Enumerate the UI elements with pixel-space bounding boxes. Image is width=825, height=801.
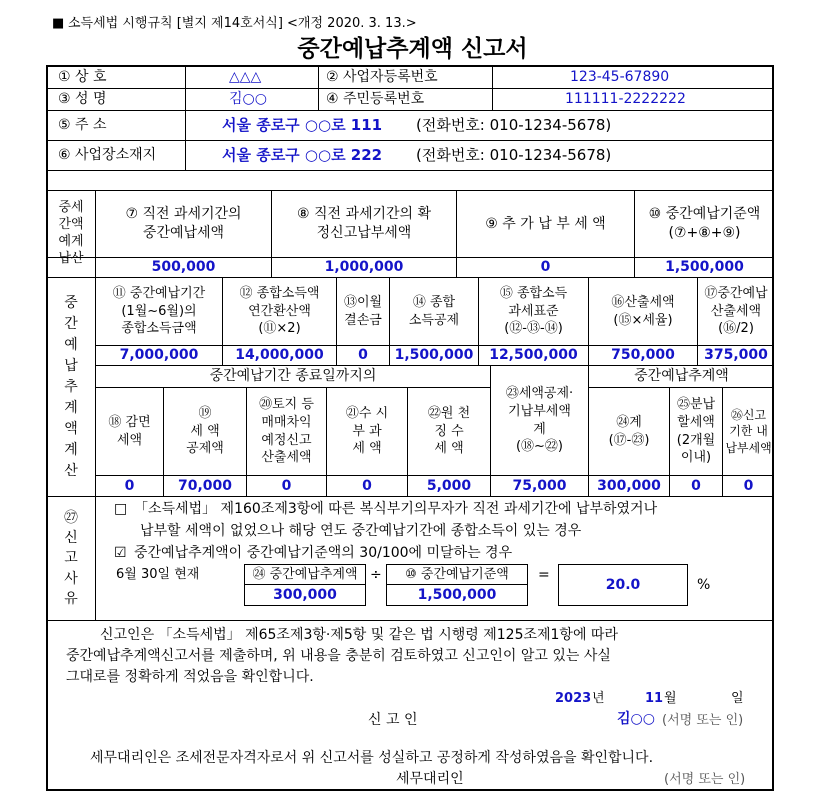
c14-label: ⑭ 종합 소득공제 [408,294,460,328]
declaration-line1: 신고인은 「소득세법」 제65조제3항·제5항 및 같은 법 시행령 제125조제1항에 따라 [100,627,618,643]
c21-value[interactable]: 0 [362,477,372,494]
col9-label: ⑨ 추 가 납 부 세 액 [485,215,606,232]
col7-value[interactable]: 500,000 [151,259,216,276]
calc-b-label: ⑩ 중간예납기준액 [405,566,509,582]
divider [46,170,774,171]
option1-text-line1: 「소득세법」 제160조제3항에 따른 복식부기의무자가 직전 과세기간에 납부하였거나 [134,501,658,517]
agent-statement: 세무대리인은 조세전문자격자로서 위 신고서를 성실하고 공정하게 작성하였음을 확인합니다. [90,750,654,766]
form-reference: 소득세법 시행규칙 [별지 제14호서식] <개정 2020. 3. 13.> [68,16,417,31]
estimate-side-label: 중 간 예 납 추 계 액 계 산 [64,294,78,479]
c16-value[interactable]: 750,000 [611,347,675,364]
address-phone: (전화번호: 010-1234-5678) [416,116,612,134]
declaration-line3: 그대로를 정확하게 적었음을 확인합니다. [66,669,314,685]
c20-value[interactable]: 0 [281,477,292,494]
c22-value[interactable]: 5,000 [426,477,472,494]
option1-checkbox[interactable]: □ [114,501,128,517]
c19-label: ⑲ 세 액 공제액 [186,406,224,457]
col8-value[interactable]: 1,000,000 [324,259,404,276]
c18-label: ⑱ 감면 세액 [108,414,151,448]
col9-value[interactable]: 0 [540,259,551,276]
c20-label: ⑳토지 등 매매차익 예정신고 산출세액 [259,397,314,466]
divider [46,110,774,111]
c12-value[interactable]: 14,000,000 [235,347,324,364]
calc-a-value[interactable]: 300,000 [273,586,337,603]
declaration-line2: 중간예납추계액신고서를 제출하며, 위 내용을 충분히 검토하였고 신고인이 알고 있는 사실 [66,648,611,664]
c12-label: ⑫ 종합소득액 연간환산액 (⑪×2) [239,286,320,337]
declarant-name[interactable]: 김○○ [617,711,655,727]
divider [492,66,493,110]
sign-note: (서명 또는 인) [662,713,744,728]
c15-label: ⑮ 종합소득 과세표준 (⑫-⑬-⑭) [499,286,568,337]
col10-label: ⑩ 중간예납기준액 (⑦+⑧+⑨) [648,206,761,241]
declarant-label: 신 고 인 [368,712,418,728]
ratio-value[interactable]: 20.0 [605,576,641,593]
page-title: 중간예납추계액 신고서 [297,36,528,62]
c17-label: ⑰중간예납 산출세액 (⑯/2) [704,286,768,337]
c24-value[interactable]: 300,000 [597,477,661,494]
c23-value[interactable]: 75,000 [512,477,567,494]
c25-value[interactable]: 0 [691,477,701,494]
workplace-value[interactable]: 서울 종로구 ○○로 222 [222,146,383,164]
biz-reg-value[interactable]: 123-45-67890 [570,69,670,85]
c16-label: ⑯산출세액 (⑮×세율) [611,294,675,328]
c19-value[interactable]: 70,000 [177,477,233,494]
c11-value[interactable]: 7,000,000 [119,347,199,364]
divider [318,66,319,110]
c13-value[interactable]: 0 [358,347,368,364]
c14-value[interactable]: 1,500,000 [394,347,474,364]
c17-value[interactable]: 375,000 [704,347,768,364]
option2-text: 중간예납추계액이 중간예납기준액의 30/100에 미달하는 경우 [134,545,513,561]
standard-side-label: 중세 간액 예계 납산 [58,200,84,266]
calc-b-value[interactable]: 1,500,000 [417,586,497,603]
c23-label: ㉓세액공제· 기납부세액 계 (⑱~㉒) [505,386,574,455]
col7-label: ⑦ 직전 과세기간의 중간예납세액 [125,206,242,241]
month-value[interactable]: 11 [645,691,664,706]
divider [95,496,96,620]
year-value[interactable]: 2023 [555,691,592,706]
biz-reg-label: ② 사업자등록번호 [326,69,438,85]
c24-label: ㉔계 (⑰-㉓) [608,414,650,448]
divide-sign: ÷ [370,567,382,583]
name-value[interactable]: 김○○ [229,91,267,107]
agent-label: 세무대리인 [396,771,464,787]
month-unit: 월 [664,691,677,706]
name-label: ③ 성 명 [58,91,107,107]
equals-sign: = [538,567,550,583]
divider [46,65,774,67]
trade-name-value[interactable]: △△△ [229,69,262,85]
c22-label: ㉒원 천 징 수 세 액 [427,406,471,457]
c25-label: ㉕분납 할세액 (2개월 이내) [676,397,716,466]
agent-sign-note: (서명 또는 인) [664,772,746,787]
workplace-phone: (전화번호: 010-1234-5678) [416,146,612,164]
c18-value[interactable]: 0 [124,477,135,494]
calc-a-label: ㉔ 중간예납추계액 [252,566,358,582]
year-unit: 년 [592,691,605,706]
resident-value[interactable]: 111111-2222222 [565,91,686,107]
as-of-label: 6월 30일 현재 [116,567,200,582]
option1-text-line2: 납부할 세액이 없었으나 해당 연도 중간예납기간에 종합소득이 있는 경우 [140,523,582,539]
c26-value[interactable]: 0 [743,477,754,494]
workplace-label: ⑥ 사업장소재지 [58,147,157,163]
col10-value[interactable]: 1,500,000 [665,259,744,276]
address-value[interactable]: 서울 종로구 ○○로 111 [222,116,383,134]
divider [46,496,774,497]
divider [46,88,774,89]
c21-label: ㉑수 시 부 과 세 액 [345,406,389,457]
col8-label: ⑧ 직전 과세기간의 확 정신고납부세액 [296,206,432,241]
day-unit: 일 [731,691,744,706]
percent-sign: % [697,577,711,593]
square-icon: ■ [52,16,65,31]
resident-label: ④ 주민등록번호 [326,91,425,107]
c13-label: ⑬이월 결손금 [343,294,383,328]
divider [46,620,774,621]
c26-label: ㉖신고 기한 내 납부세액 [725,408,772,455]
reason-side-label: ㉗ 신 고 사 유 [64,509,78,607]
address-label: ⑤ 주 소 [58,117,107,133]
c11-label: ⑪ 중간예납기간 (1월~6월)의 종합소득금액 [112,286,206,337]
divider [46,140,774,141]
group-left-heading: 중간예납기간 종료일까지의 [209,368,377,385]
group-right-heading: 중간예납추계액 [634,368,729,385]
divider [185,66,186,170]
trade-name-label: ① 상 호 [58,69,107,85]
c15-value[interactable]: 12,500,000 [489,347,578,364]
option2-checkbox[interactable]: ☑ [114,545,127,561]
